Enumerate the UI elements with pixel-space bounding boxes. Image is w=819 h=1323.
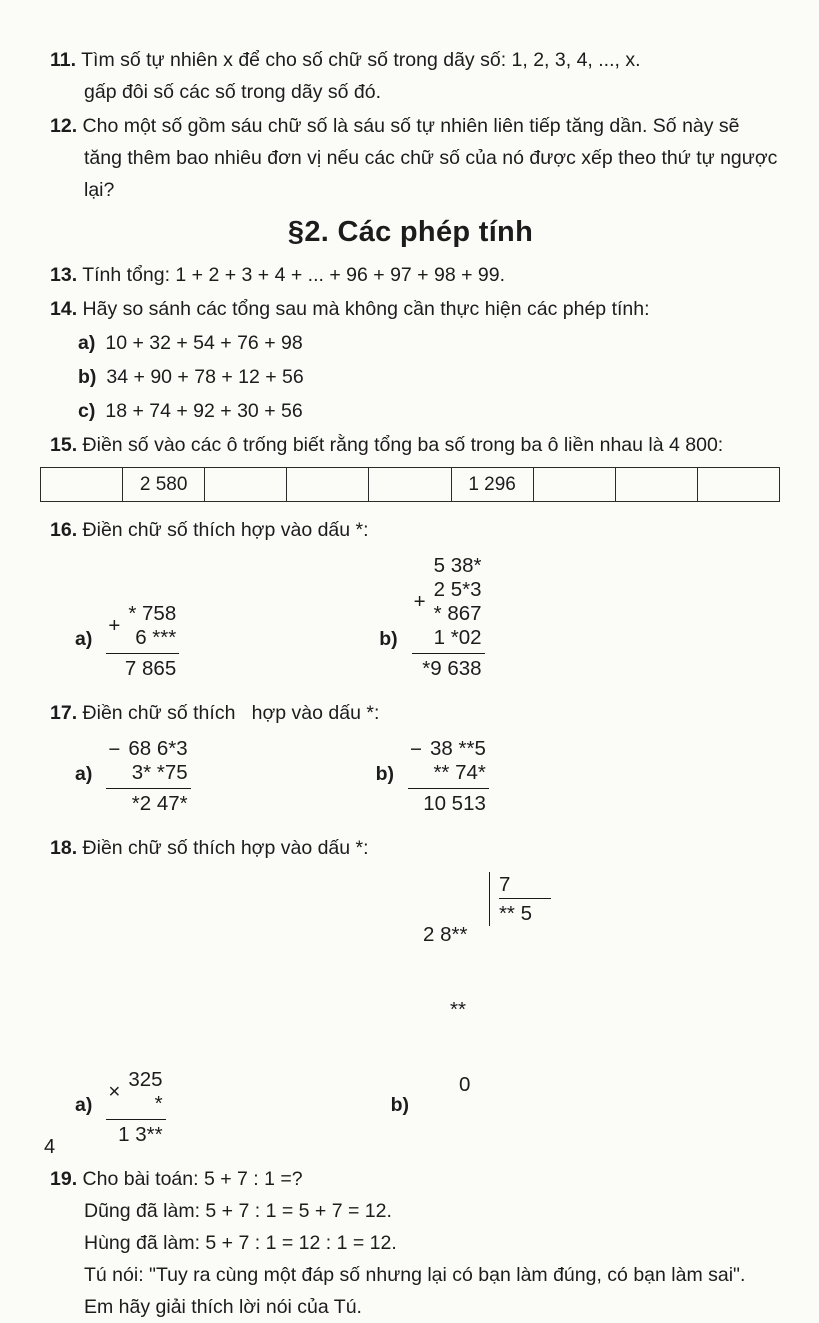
problem-13 [50, 259, 781, 291]
problem-18b [391, 872, 551, 1147]
problem-11-text-cont: gấp đôi số các số trong dãy số đó. [84, 81, 382, 103]
problem-17-workings [40, 737, 781, 816]
minuend-row: 38 **5 [430, 737, 486, 760]
problem-15-number-strip [40, 467, 780, 502]
quotient: ** 5 [498, 902, 532, 925]
strip-cell-8 [615, 468, 697, 502]
addend-row: * 758 [128, 602, 177, 625]
multiplication-18a [106, 1068, 165, 1147]
problem-19-line1: Cho bài toán: 5 + 7 : 1 =? [82, 1168, 303, 1190]
times-sign: × [108, 1080, 121, 1103]
problem-15 [50, 429, 781, 461]
problem-13-text: Tính tổng: 1 + 2 + 3 + 4 + ... + 96 + 97 + 98 + 99. [82, 264, 506, 286]
plus-sign: + [413, 590, 426, 613]
sum-result: *9 638 [412, 653, 485, 681]
item-b-label: b) [390, 1094, 409, 1116]
minus-sign: − [410, 738, 423, 761]
multiplicand-row: 325 [128, 1068, 163, 1091]
problem-18-text: Điền chữ số thích hợp vào dấu *: [82, 837, 369, 859]
problem-16b [379, 554, 484, 681]
problem-16-workings [40, 554, 781, 681]
strip-cell-2: 2 580 [123, 468, 205, 502]
item-b-label: b) [78, 366, 97, 388]
problem-14 [50, 293, 781, 325]
difference-result: *2 47* [106, 788, 190, 816]
problem-15-number: 15. [50, 434, 78, 456]
page-number: 4 [44, 1136, 56, 1158]
strip-cell-4 [287, 468, 369, 502]
long-division-18b [423, 872, 551, 1147]
problem-12 [50, 110, 781, 206]
strip-cell-1 [41, 468, 123, 502]
multiplier-row: * [154, 1092, 163, 1115]
problem-16 [50, 514, 781, 546]
problem-11-text: Tìm số tự nhiên x để cho số chữ số trong dãy số: 1, 2, 3, 4, ..., x. [81, 49, 641, 71]
strip-cell-3 [205, 468, 287, 502]
product-result: 1 3** [106, 1119, 165, 1147]
dividend: 2 8** [422, 923, 468, 946]
subtrahend-row: ** 74* [433, 761, 486, 784]
problem-16-text: Điền chữ số thích hợp vào dấu *: [82, 519, 369, 541]
strip-cell-9 [697, 468, 779, 502]
problem-11 [50, 44, 781, 108]
addend-row: 2 5*3 [433, 578, 482, 601]
subtraction-17b [408, 737, 489, 816]
problem-17 [50, 697, 781, 729]
problem-14-text: Hãy so sánh các tổng sau mà không cần thực hiện các phép tính: [82, 298, 650, 320]
problem-19-line4: Tú nói: "Tuy ra cùng một đáp số nhưng lại có bạn làm đúng, có bạn làm sai". [84, 1264, 746, 1286]
item-a-expression: 10 + 32 + 54 + 76 + 98 [105, 332, 303, 354]
addend-row: 1 *02 [433, 626, 482, 649]
item-c-expression: 18 + 74 + 92 + 30 + 56 [105, 400, 303, 422]
problem-18a [75, 1068, 166, 1147]
number-strip-row [41, 468, 780, 502]
strip-cell-5 [369, 468, 451, 502]
problem-14-item-a [40, 327, 781, 359]
item-c-label: c) [78, 400, 96, 422]
difference-result: 10 513 [408, 788, 489, 816]
problem-18 [50, 832, 781, 864]
problem-19-line5: Em hãy giải thích lời nói của Tú. [84, 1296, 362, 1318]
division-remainder: 0 [458, 1073, 471, 1096]
problem-17a [75, 737, 191, 816]
item-a-label: a) [75, 628, 93, 650]
division-right-column [489, 872, 551, 926]
item-a-label: a) [75, 1094, 93, 1116]
problem-14-number: 14. [50, 298, 78, 320]
problem-17-text: Điền chữ số thích hợp vào dấu *: [82, 702, 380, 724]
problem-18-number: 18. [50, 837, 78, 859]
problem-14-item-b [40, 361, 781, 393]
sum-result: 7 865 [106, 653, 179, 681]
addend-row: 6 *** [135, 626, 177, 649]
problem-17-number: 17. [50, 702, 78, 724]
problem-16-number: 16. [50, 519, 78, 541]
plus-sign: + [108, 614, 121, 637]
addition-16b [412, 554, 485, 681]
problem-13-number: 13. [50, 264, 78, 286]
problem-16a [75, 602, 179, 681]
problem-18-workings [40, 872, 781, 1147]
problem-11-number: 11. [50, 49, 77, 71]
strip-cell-6: 1 296 [451, 468, 533, 502]
problem-19-number: 19. [50, 1168, 78, 1190]
problem-12-text: Cho một số gồm sáu chữ số là sáu số tự nhiên liên tiếp tăng dần. Số này sẽ tăng thêm bao nhiêu đơn vị nếu các chữ số của nó được xếp theo thứ tự ngược lại? [82, 115, 778, 201]
item-b-label: b) [379, 628, 398, 650]
divisor: 7 [499, 872, 551, 899]
item-a-label: a) [75, 763, 93, 785]
problem-17b [376, 737, 489, 816]
minus-sign: − [108, 738, 121, 761]
subtrahend-row: 3* *75 [131, 761, 188, 784]
strip-cell-7 [533, 468, 615, 502]
problem-15-text: Điền số vào các ô trống biết rằng tổng ba số trong ba ô liền nhau là 4 800: [82, 434, 724, 456]
addition-16a [106, 602, 179, 681]
item-a-label: a) [78, 332, 96, 354]
division-partial: ** [449, 998, 466, 1021]
section-heading: §2. Các phép tính [287, 216, 534, 248]
addend-row: 5 38* [433, 554, 482, 577]
problem-19-line2: Dũng đã làm: 5 + 7 : 1 = 5 + 7 = 12. [84, 1200, 392, 1222]
problem-19-line3: Hùng đã làm: 5 + 7 : 1 = 12 : 1 = 12. [84, 1232, 397, 1254]
problem-12-number: 12. [50, 115, 78, 137]
item-b-expression: 34 + 90 + 78 + 12 + 56 [106, 366, 304, 388]
subtraction-17a [106, 737, 190, 816]
minuend-row: 68 6*3 [128, 737, 188, 760]
problem-19 [50, 1163, 781, 1323]
addend-row: * 867 [433, 602, 482, 625]
problem-14-item-c [40, 395, 781, 427]
item-b-label: b) [375, 763, 395, 785]
division-left-column [423, 872, 489, 1147]
